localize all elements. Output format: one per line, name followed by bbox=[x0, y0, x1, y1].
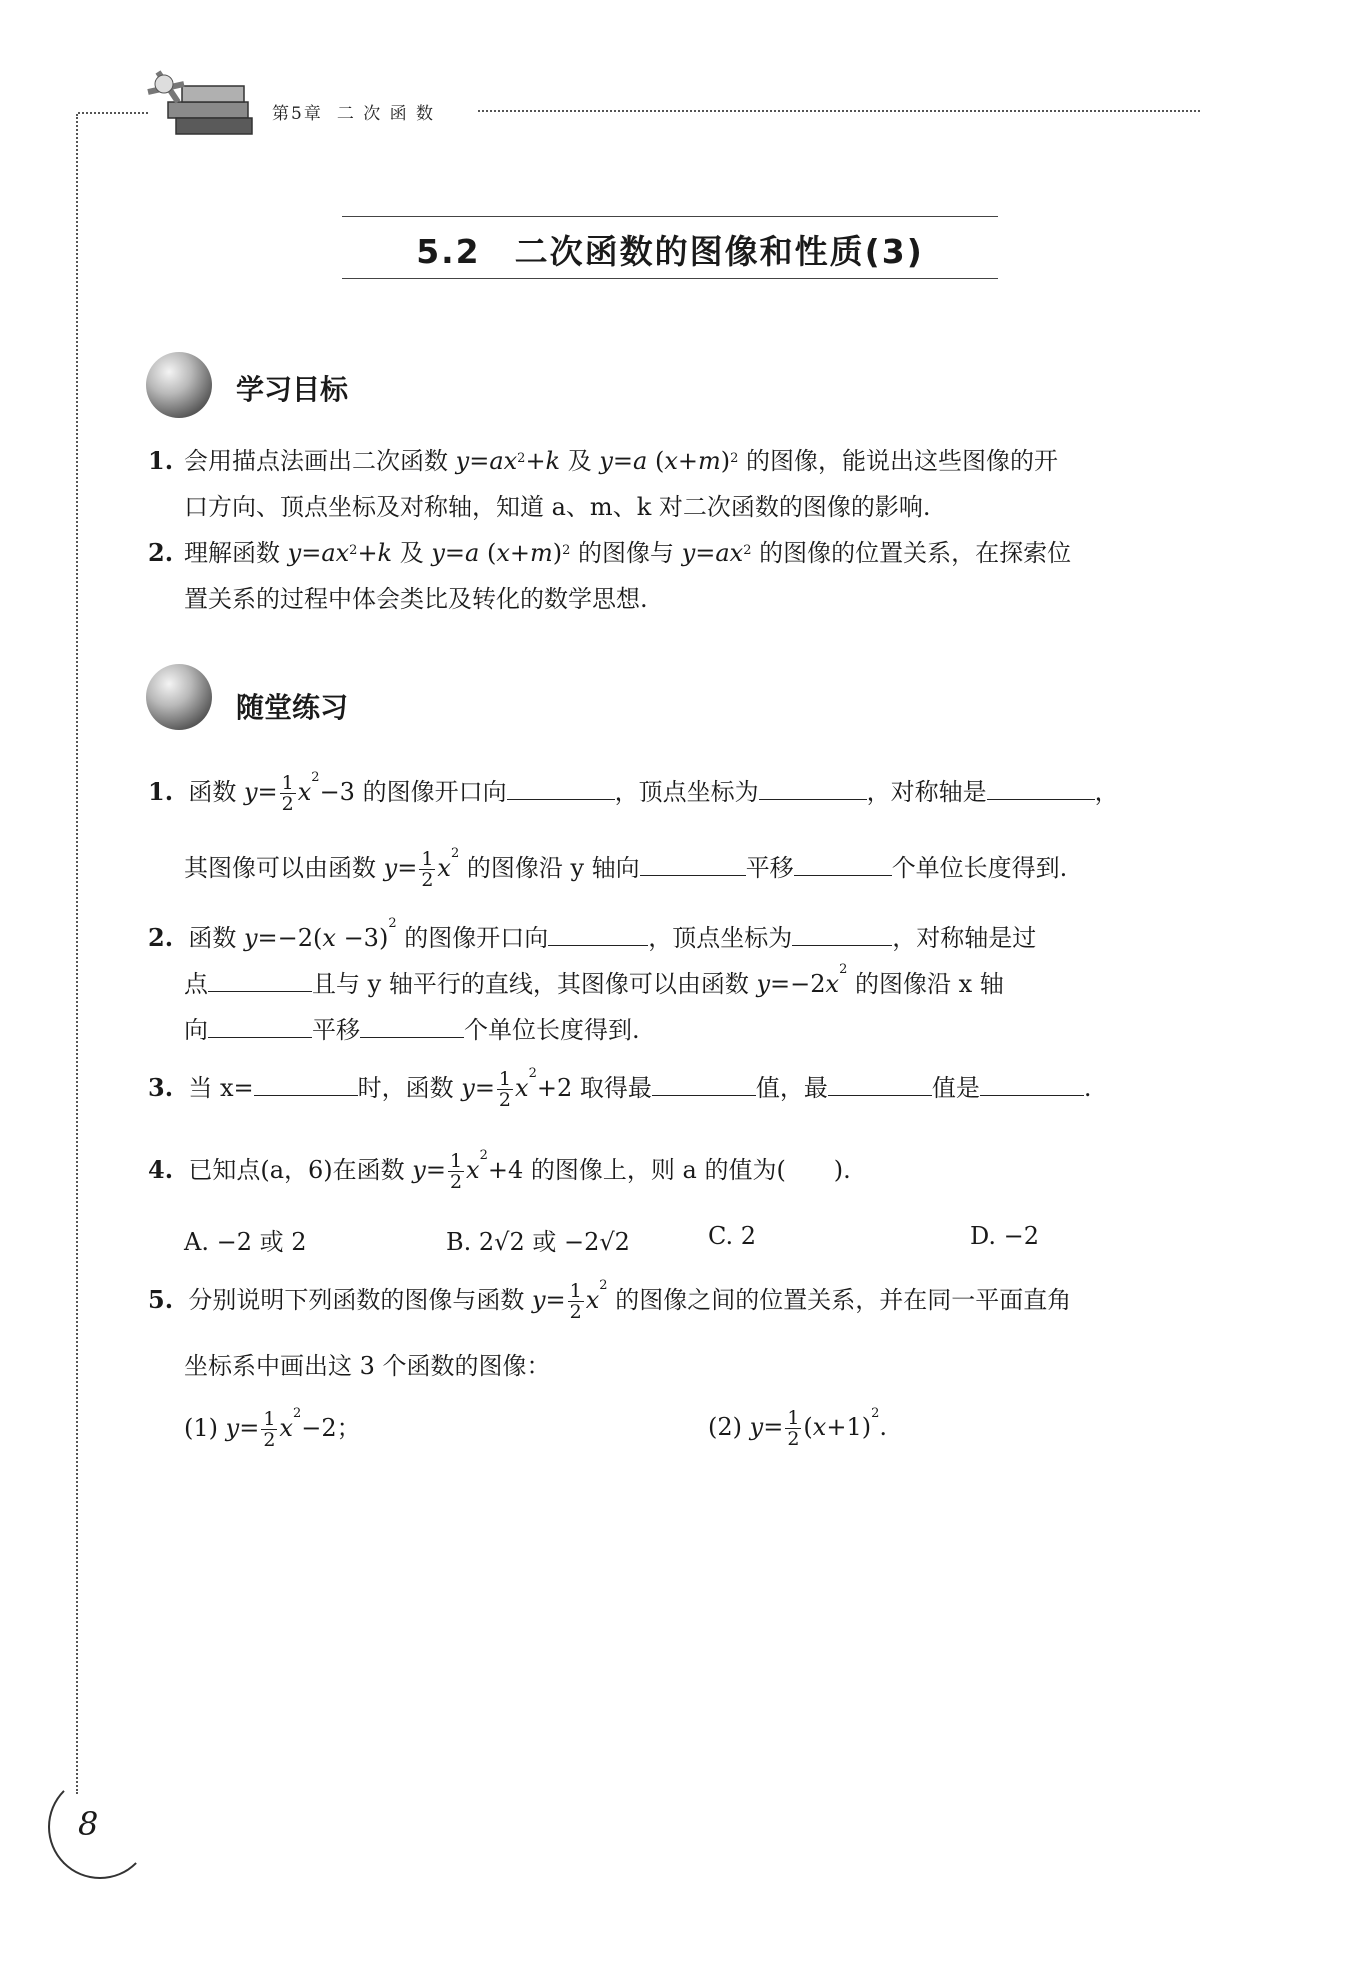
answer-blank[interactable] bbox=[548, 923, 648, 946]
goal-text: 理解函数 $y=ax^2+k$ 及 y=a $(x+m)^2$ 的图像与 $y=ax^2$ 的图像的位置关系，在探索位 置关系的过程中体会类比及转化的数学思想. bbox=[184, 539, 1072, 613]
answer-blank[interactable] bbox=[254, 1073, 358, 1096]
running-header bbox=[272, 99, 449, 124]
books-logo-icon bbox=[138, 62, 268, 150]
answer-blank[interactable] bbox=[759, 777, 867, 800]
answer-blank[interactable] bbox=[792, 923, 892, 946]
question-5-part-2: (2) y= $\frac{1}{2}$ $(x+1)^2$. bbox=[708, 1406, 887, 1450]
answer-blank[interactable] bbox=[652, 1073, 756, 1096]
page-number-arc bbox=[48, 1775, 152, 1879]
question-4: 4. 已知点(a，6)在函数 y= $\frac{1}{2}$ $x^2+4$ 的图像上，则 a 的值为( ). bbox=[148, 1148, 851, 1193]
question-5-line-2: 坐标系中画出这 3 个函数的图像： bbox=[184, 1352, 551, 1380]
option-c[interactable]: C. 2 bbox=[708, 1222, 757, 1250]
goal-item-1 bbox=[148, 438, 1200, 530]
answer-blank[interactable] bbox=[208, 1015, 312, 1038]
question-number: 1. bbox=[148, 777, 174, 806]
goal-item-2 bbox=[148, 530, 1200, 622]
question-number: 2. bbox=[148, 923, 174, 952]
answer-blank[interactable] bbox=[360, 1015, 464, 1038]
question-number: 4. bbox=[148, 1155, 174, 1184]
option-a[interactable]: A. −2 或 2 bbox=[184, 1228, 307, 1256]
page-title bbox=[342, 226, 998, 273]
goal-number: 2. bbox=[148, 538, 174, 567]
answer-blank[interactable] bbox=[987, 777, 1095, 800]
page-number: 8 bbox=[78, 1805, 99, 1843]
margin-dotted-rule bbox=[76, 114, 78, 1794]
title-rule-bottom bbox=[342, 278, 998, 279]
question-1-line-2: 其图像可以由函数 y= $\frac{1}{2}$ $x^2$ 的图像沿 y 轴向 平移 个单位长度得到. bbox=[184, 846, 1068, 891]
option-d[interactable]: D. −2 bbox=[970, 1222, 1040, 1250]
goal-number: 1. bbox=[148, 446, 174, 475]
question-5-part-1: (1) y= $\frac{1}{2}$ $x^2-2$； bbox=[184, 1406, 361, 1451]
answer-blank[interactable] bbox=[208, 969, 312, 992]
answer-blank[interactable] bbox=[980, 1073, 1084, 1096]
answer-blank[interactable] bbox=[828, 1073, 932, 1096]
header-dotted-rule-right bbox=[478, 110, 1200, 112]
globe-icon bbox=[146, 352, 212, 418]
answer-blank[interactable] bbox=[794, 853, 892, 876]
question-2-line-1: 2. 函数 $y=-2(x -3)^2$ 的图像开口向 ，顶点坐标为 ，对称轴是过 bbox=[148, 916, 1037, 952]
option-b[interactable]: B. 2√2 或 −2√2 bbox=[446, 1228, 630, 1256]
section-title-practice: 随堂练习 bbox=[236, 691, 349, 724]
title-text: 二次函数的图像和性质(3) bbox=[514, 232, 924, 271]
question-number: 5. bbox=[148, 1285, 174, 1314]
title-number: 5.2 bbox=[416, 232, 481, 271]
question-1-line-1: 1. 函数 y= $\frac{1}{2}$ $x^2-3$ 的图像开口向 ，顶点坐标为 ，对称轴是 ， bbox=[148, 770, 1119, 815]
question-number: 3. bbox=[148, 1073, 174, 1102]
question-2-line-2: 点 且与 y 轴平行的直线，其图像可以由函数 $y=-2x^2$ 的图像沿 x 轴 bbox=[184, 962, 1004, 998]
globe-icon bbox=[146, 664, 212, 730]
goal-text: 会用描点法画出二次函数 $y=ax^2+k$ 及 y=a $(x+m)^2$ 的图像，能说出这些图像的开 口方向、顶点坐标及对称轴，知道 a、m、k 对二次函数的图像的影响. bbox=[184, 447, 1059, 521]
chapter-title: 二 次 函 数 bbox=[336, 104, 436, 124]
chapter-number: 第5章 bbox=[272, 104, 323, 124]
answer-blank[interactable] bbox=[507, 777, 615, 800]
answer-blank[interactable] bbox=[640, 853, 746, 876]
question-5-line-1: 5. 分别说明下列函数的图像与函数 y= $\frac{1}{2}$ $x^2$ 的图像之间的位置关系，并在同一平面直角 bbox=[148, 1278, 1072, 1323]
title-rule-top bbox=[342, 216, 998, 217]
section-title-goals: 学习目标 bbox=[236, 373, 349, 406]
question-2-line-3: 向 平移 个单位长度得到. bbox=[184, 1016, 640, 1044]
question-3: 3. 当 x= 时，函数 y= $\frac{1}{2}$ $x^2+2$ 取得最 值，最 值是 . bbox=[148, 1066, 1092, 1111]
